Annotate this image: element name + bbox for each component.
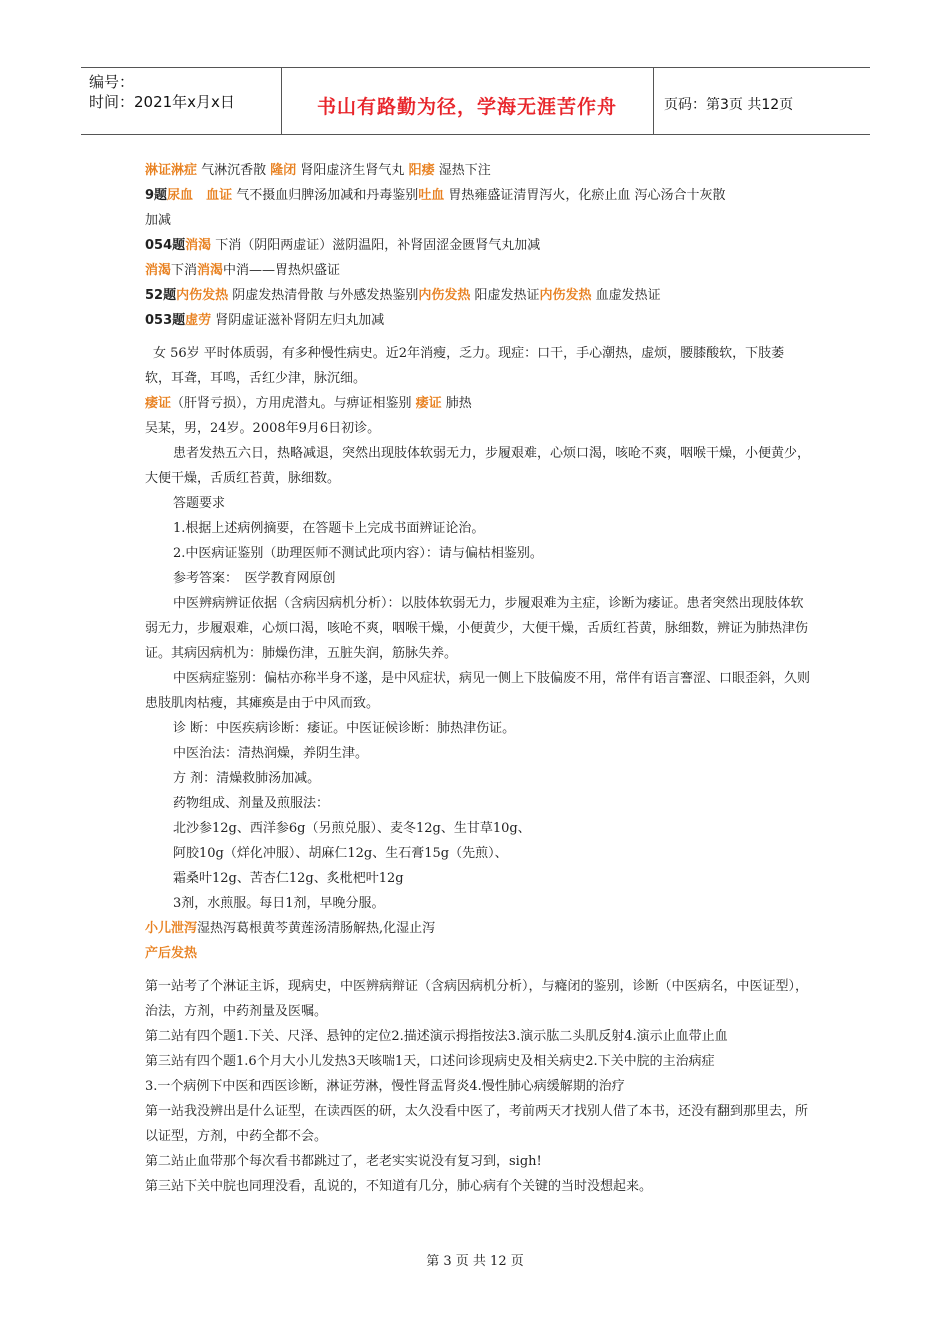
header-page-number: 页码：第3页 共12页 bbox=[664, 97, 794, 113]
highlight-term: 隆闭 bbox=[270, 163, 297, 178]
question-number: 054题 bbox=[145, 238, 186, 253]
text-line bbox=[145, 916, 810, 941]
header-motto: 书山有路勤为径，学海无涯苦作舟 bbox=[316, 96, 617, 118]
highlight-term: 痿证 bbox=[145, 396, 172, 411]
exam-paragraph: 第一站我没辨出是什么证型，在读西医的研，太久没看中医了，考前两天才找别人借了本书，还没有翻到那里去，所以证型，方剂，中药全都不会。 bbox=[145, 1104, 809, 1144]
patient-info: 吴某，男，24岁。2008年9月6日初诊。 bbox=[145, 421, 381, 436]
exam-paragraph: 第二站止血带那个每次看书都跳过了，老老实实说没有复习到，sigh! bbox=[145, 1154, 542, 1169]
header-meta bbox=[89, 72, 235, 112]
text-span: 阳虚发热证 bbox=[470, 288, 540, 303]
text-line bbox=[145, 941, 810, 966]
text-line: 加减 bbox=[145, 213, 172, 228]
text-span: 中消——胃热炽盛证 bbox=[223, 263, 341, 278]
requirements-title: 答题要求 bbox=[173, 496, 226, 511]
text-span: 血虚发热证 bbox=[591, 288, 661, 303]
highlight-term: 内伤发热 bbox=[176, 288, 229, 303]
text-span: 下消 bbox=[171, 263, 198, 278]
text-span: 阴虚发热清骨散 与外感发热鉴别 bbox=[228, 288, 419, 303]
requirement-item: 2.中医病证鉴别（助理医师不测试此项内容）：请与偏枯相鉴别。 bbox=[173, 546, 543, 561]
highlight-term: 淋证淋症 bbox=[145, 163, 198, 178]
header-number-label: 编号： bbox=[89, 73, 135, 91]
header-divider bbox=[653, 68, 654, 134]
exam-paragraph: 第三站有四个题1.6个月大小儿发热3天咳喘1天，口述问诊现病史及相关病史2.下关中脘的主治病症 bbox=[145, 1054, 715, 1069]
highlight-term: 尿血 bbox=[167, 188, 194, 203]
treatment-line: 中医治法：清热润燥，养阴生津。 bbox=[173, 746, 369, 761]
text-span: 下消（阴阳两虚证）滋阴温阳，补肾固涩金匮肾气丸加减 bbox=[211, 238, 541, 253]
spacer bbox=[145, 966, 810, 974]
highlight-term: 消渴 bbox=[197, 263, 224, 278]
highlight-term: 内伤发热 bbox=[418, 288, 471, 303]
exam-paragraph: 3.一个病例下中医和西医诊断，淋证劳淋，慢性肾盂肾炎4.慢性肺心病缓解期的治疗 bbox=[145, 1079, 625, 1094]
text-span: 胃热雍盛证清胃泻火，化瘀止血 泻心汤合十灰散 bbox=[444, 188, 726, 203]
answer-title: 参考答案： 医学教育网原创 bbox=[173, 571, 336, 586]
text-span: 湿热泻葛根黄芩黄莲汤清肠解热,化湿止泻 bbox=[197, 921, 436, 936]
text-span: 气不摄血归脾汤加减和丹毒鉴别 bbox=[232, 188, 419, 203]
text-span bbox=[193, 188, 206, 203]
highlight-term: 吐血 bbox=[418, 188, 445, 203]
differential-paragraph: 中医病症鉴别：偏枯亦称半身不遂，是中风症状，病见一侧上下肢偏废不用，常伴有语言謇涩、口眼歪斜，久则患肢肌肉枯瘦，其瘫痪是由于中风而致。 bbox=[145, 671, 811, 711]
symptoms-paragraph: 患者发热五六日，热略减退，突然出现肢体软弱无力，步履艰难，心烦口渴，咳呛不爽，咽喉干燥，小便黄少，大便干燥，舌质红苔黄，脉细数。 bbox=[145, 446, 811, 486]
requirement-item: 1.根据上述病例摘要，在答题卡上完成书面辨证论治。 bbox=[173, 521, 485, 536]
highlight-term: 虚劳 bbox=[185, 313, 212, 328]
herbs-title: 药物组成、剂量及煎服法： bbox=[173, 796, 330, 811]
page-footer: 第 3 页 共 12 页 bbox=[426, 1254, 524, 1269]
text-line bbox=[145, 183, 810, 208]
highlight-term: 阳痿 bbox=[408, 163, 435, 178]
text-line bbox=[145, 308, 810, 333]
highlight-term: 产后发热 bbox=[145, 946, 198, 961]
highlight-term: 痿证 bbox=[415, 396, 442, 411]
exam-paragraph: 第一站考了个淋证主诉，现病史，中医辨病辩证（含病因病机分析），与癃闭的鉴别，诊断（中医病名，中医证型），治法，方剂，中药剂量及医嘱。 bbox=[145, 979, 809, 1019]
analysis-paragraph: 中医辨病辨证依据（含病因病机分析）：以肢体软弱无力，步履艰难为主症，诊断为痿证。患者突然出现肢体软弱无力，步履艰难，心烦口渴，咳呛不爽，咽喉干燥，小便黄少，大便干燥，舌质红苔黄，脉细数，辨证为肺热津伤证。其病因病机为：肺燥伤津，五脏失润，筋脉失养。 bbox=[145, 596, 809, 661]
text-span: 气淋沉香散 bbox=[197, 163, 271, 178]
diagnosis-line: 诊 断：中医疾病诊断：痿证。中医证候诊断：肺热津伤证。 bbox=[173, 721, 516, 736]
highlight-term: 内伤发热 bbox=[539, 288, 592, 303]
spacer bbox=[145, 333, 810, 341]
formula-line: 方 剂：清燥救肺汤加减。 bbox=[173, 771, 321, 786]
highlight-term: 消渴 bbox=[145, 263, 172, 278]
question-number: 9题 bbox=[145, 188, 168, 203]
highlight-term: 血证 bbox=[206, 188, 233, 203]
page-header bbox=[81, 67, 870, 135]
text-line bbox=[145, 258, 810, 283]
text-span: 肾阴虚证滋补肾阴左归丸加减 bbox=[211, 313, 385, 328]
text-span: （肝肾亏损），方用虎潜丸。与痹证相鉴别 bbox=[171, 396, 416, 411]
herbs-line: 霜桑叶12g、苦杏仁12g、炙枇杷叶12g bbox=[173, 871, 404, 886]
case-description: 女 56岁 平时体质弱，有多种慢性病史。近2年消瘦，乏力。现症：口干，手心潮热，虚烦，腰膝酸软，下肢萎软，耳聋，耳鸣，舌红少津，脉沉细。 bbox=[145, 346, 785, 386]
exam-paragraph: 第二站有四个题1.下关、尺泽、悬钟的定位2.描述演示拇指按法3.演示肱二头肌反射4.演示止血带止血 bbox=[145, 1029, 728, 1044]
text-line bbox=[145, 283, 810, 308]
highlight-term: 消渴 bbox=[185, 238, 212, 253]
text-line bbox=[145, 158, 810, 183]
dosage-line: 3剂，水煎服。每日1剂，早晚分服。 bbox=[173, 896, 385, 911]
exam-paragraph: 第三站下关中脘也同理没看，乱说的，不知道有几分，肺心病有个关键的当时没想起来。 bbox=[145, 1179, 653, 1194]
text-span: 肺热 bbox=[441, 396, 472, 411]
highlight-term: 小儿泄泻 bbox=[145, 921, 198, 936]
herbs-line: 阿胶10g（烊化冲服）、胡麻仁12g、生石膏15g（先煎）、 bbox=[173, 846, 508, 861]
text-line bbox=[145, 391, 810, 416]
document-body bbox=[145, 158, 810, 1199]
text-line bbox=[145, 233, 810, 258]
header-time: 时间：2021年x月x日 bbox=[89, 93, 235, 111]
text-span: 湿热下注 bbox=[434, 163, 491, 178]
question-number: 053题 bbox=[145, 313, 186, 328]
herbs-line: 北沙参12g、西洋参6g（另煎兑服）、麦冬12g、生甘草10g、 bbox=[173, 821, 531, 836]
question-number: 52题 bbox=[145, 288, 177, 303]
text-span: 肾阳虚济生肾气丸 bbox=[296, 163, 409, 178]
